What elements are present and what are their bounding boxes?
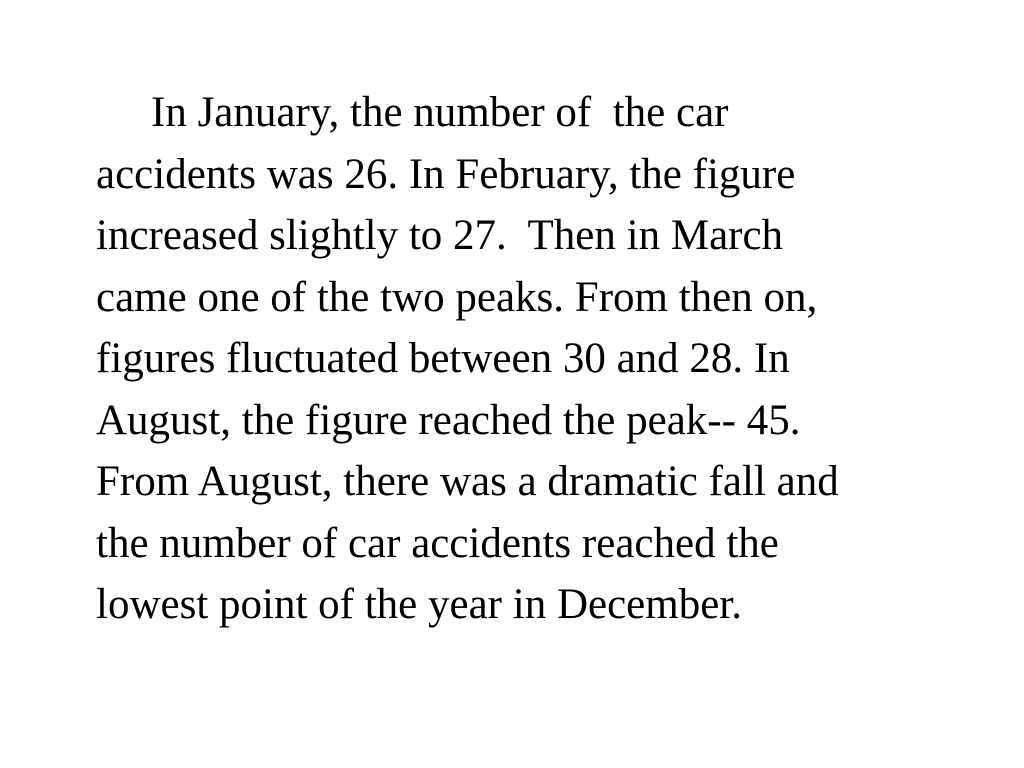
paragraph-line: August, the figure reached the peak-- 45. [96, 396, 801, 444]
paragraph-line: In January, the number of the car [151, 89, 729, 136]
paragraph-line: the number of car accidents reached the [96, 519, 779, 567]
paragraph-line: came one of the two peaks. From then on, [96, 273, 818, 321]
paragraph-line: figures fluctuated between 30 and 28. In [96, 335, 790, 382]
body-paragraph [96, 82, 991, 636]
paragraph-line: increased slightly to 27. Then in March [96, 212, 784, 259]
paragraph-line: lowest point of the year in December. [96, 581, 742, 628]
paragraph-line: accidents was 26. In February, the figure [96, 150, 796, 198]
paragraph-line: From August, there was a dramatic fall and [96, 458, 839, 505]
